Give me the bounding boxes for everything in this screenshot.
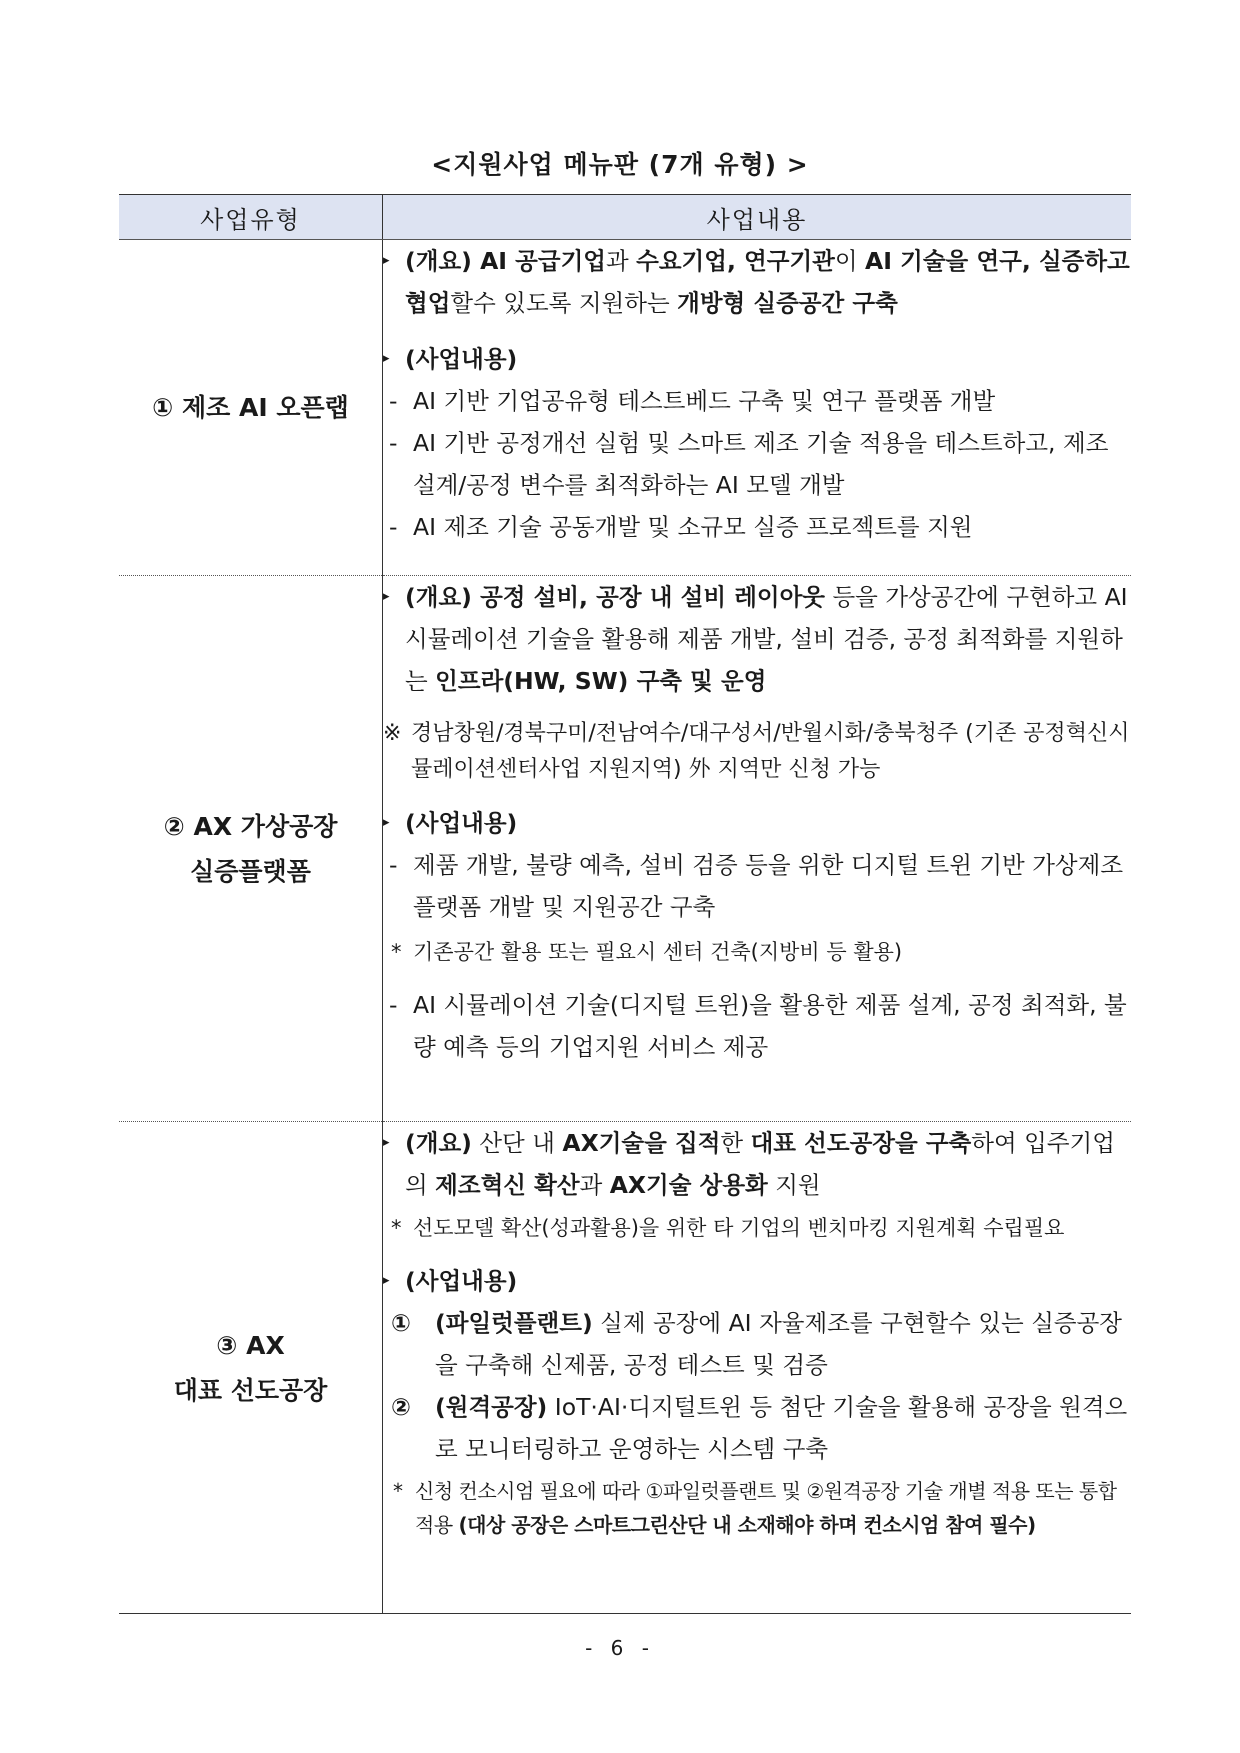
support-menu-table xyxy=(119,194,1131,1614)
content-cell-leading-factory xyxy=(383,1122,1132,1614)
item-bold: (원격공장) xyxy=(435,1393,548,1421)
overview-note-text: 선도모델 확산(성과활용)을 위한 타 기업의 벤치마킹 지원계획 수립필요 xyxy=(413,1216,1065,1240)
item-note xyxy=(383,934,1131,970)
overview-bold: 인프라(HW, SW) 구축 및 운영 xyxy=(435,667,767,695)
type-label: ③ AX xyxy=(216,1330,285,1360)
list-item-text: 제품 개발, 불량 예측, 설비 검증 등을 위한 디지털 트윈 기반 가상제조 플랫폼 개발 및 지원공간 구축 xyxy=(413,851,1124,921)
content-label xyxy=(383,338,1131,380)
list-item xyxy=(383,1302,1131,1386)
overview-text: 이 xyxy=(834,247,866,275)
list-item-text: AI 기반 공정개선 실험 및 스마트 제조 기술 적용을 테스트하고, 제조설계/공정 변수를 최적화하는 AI 모델 개발 xyxy=(413,429,1109,499)
overview-text: 할수 있도록 지원하는 xyxy=(450,289,678,317)
overview-paragraph xyxy=(383,1122,1131,1206)
final-note-bold: (대상 공장은 스마트그린산단 내 소재해야 하며 컨소시엄 참여 필수) xyxy=(458,1513,1036,1537)
dash-icon: - xyxy=(389,387,398,415)
overview-note xyxy=(383,1210,1131,1246)
overview-text: 과 xyxy=(605,247,637,275)
list-item xyxy=(383,422,1131,506)
overview-bold: AX기술 상용화 xyxy=(609,1171,768,1199)
dash-icon: - xyxy=(389,429,398,457)
content-cell-virtual-factory xyxy=(383,576,1132,1122)
region-note xyxy=(383,716,1131,788)
item-bold: (파일럿플랜트) xyxy=(435,1309,593,1337)
type-label: ② AX 가상공장 xyxy=(163,811,338,841)
content-label-text: (사업내용) xyxy=(405,809,518,837)
asterisk-icon: * xyxy=(391,940,402,964)
list-item xyxy=(383,984,1131,1068)
list-item-text: AI 제조 기술 공동개발 및 소규모 실증 프로젝트를 지원 xyxy=(413,513,973,541)
list-item xyxy=(383,1386,1131,1470)
overview-bold: AI 기술을 연구, 실증하고 협업 xyxy=(405,247,1130,317)
asterisk-icon: * xyxy=(393,1479,403,1503)
list-item-text: AI 시뮬레이션 기술(디지털 트윈)을 활용한 제품 설계, 공정 최적화, 불량 예측 등의 기업지원 서비스 제공 xyxy=(413,991,1127,1061)
overview-text: 하여 입주기업의 xyxy=(405,1129,1115,1199)
page-number: - 6 - xyxy=(585,1636,655,1660)
triangle-bullet-icon: ▸ xyxy=(383,589,390,604)
asterisk-icon: * xyxy=(391,1216,402,1240)
overview-bold: (개요) 공정 설비, 공장 내 설비 레이아웃 xyxy=(405,583,826,611)
number-marker: ② xyxy=(391,1393,411,1421)
item-note-text: 기존공간 활용 또는 필요시 센터 건축(지방비 등 활용) xyxy=(413,940,903,964)
overview-bold: 개방형 실증공간 구축 xyxy=(677,289,898,317)
overview-text: 지원 xyxy=(767,1171,821,1199)
dash-icon: - xyxy=(389,991,398,1019)
overview-bold: AX기술을 집적 xyxy=(562,1129,721,1157)
list-item xyxy=(383,844,1131,928)
table-row xyxy=(119,576,1131,1122)
content-label-text: (사업내용) xyxy=(405,1267,518,1295)
content-label xyxy=(383,1260,1131,1302)
triangle-bullet-icon: ▸ xyxy=(383,1135,390,1150)
list-item-text: 실제 공장에 AI 자율제조를 구현할수 있는 실증공장을 구축해 신제품, 공정 테스트 및 검증 xyxy=(435,1309,1123,1379)
triangle-bullet-icon: ▸ xyxy=(383,253,390,268)
triangle-bullet-icon: ▸ xyxy=(383,1273,390,1288)
overview-bold: (개요) AI 공급기업 xyxy=(405,247,606,275)
dash-icon: - xyxy=(389,851,398,879)
final-note xyxy=(383,1474,1131,1542)
content-label-text: (사업내용) xyxy=(405,345,518,373)
type-label: 실증플랫폼 xyxy=(190,856,311,886)
list-item-text: IoT·AI·디지털트윈 등 첨단 기술을 활용해 공장을 원격으로 모니터링하고 운영하는 시스템 구축 xyxy=(435,1393,1128,1463)
final-note-text: 신청 컨소시엄 필요에 따라 ①파일럿플랜트 및 ②원격공장 기술 개별 적용 또는 통합 적용 xyxy=(415,1479,1117,1537)
overview-bold: 제조혁신 확산 xyxy=(435,1171,580,1199)
overview-text: 한 xyxy=(720,1129,751,1157)
type-label: 대표 선도공장 xyxy=(173,1375,328,1405)
overview-paragraph xyxy=(383,240,1131,324)
overview-bold: 수요기업, 연구기관 xyxy=(636,247,835,275)
type-cell-leading-factory xyxy=(119,1122,383,1614)
header-business-type: 사업유형 xyxy=(119,195,383,240)
overview-paragraph xyxy=(383,576,1131,702)
dash-icon: - xyxy=(389,513,398,541)
content-cell-open-lab xyxy=(383,240,1132,576)
table-header-row xyxy=(119,195,1131,240)
type-cell-virtual-factory xyxy=(119,576,383,1122)
type-cell-open-lab xyxy=(119,240,383,576)
overview-text: 등을 가상공간에 구현하고 AI 시뮬레이션 기술을 활용해 제품 개발, 설비 검증, 공정 최적화를 지원하는 xyxy=(405,583,1128,695)
page-title: <지원사업 메뉴판 (7개 유형) > xyxy=(431,150,809,179)
table-row xyxy=(119,1122,1131,1614)
type-label: ① 제조 AI 오픈랩 xyxy=(152,393,349,422)
table-row xyxy=(119,240,1131,576)
triangle-bullet-icon: ▸ xyxy=(383,351,390,366)
list-item-text: AI 기반 기업공유형 테스트베드 구축 및 연구 플랫폼 개발 xyxy=(413,387,996,415)
reference-mark-icon: ※ xyxy=(383,721,402,746)
overview-bold: 대표 선도공장을 구축 xyxy=(750,1129,972,1157)
number-marker: ① xyxy=(391,1309,411,1337)
triangle-bullet-icon: ▸ xyxy=(383,815,390,830)
overview-bold: (개요) xyxy=(405,1129,472,1157)
overview-text: 과 xyxy=(579,1171,610,1199)
content-label xyxy=(383,802,1131,844)
list-item xyxy=(383,380,1131,422)
region-note-text: 경남창원/경북구미/전남여수/대구성서/반월시화/충북청주 (기존 공정혁신시뮬레이션센터사업 지원지역) 外 지역만 신청 가능 xyxy=(411,721,1130,782)
overview-text: 산단 내 xyxy=(471,1129,563,1157)
header-business-content: 사업내용 xyxy=(383,195,1132,240)
list-item xyxy=(383,506,1131,548)
